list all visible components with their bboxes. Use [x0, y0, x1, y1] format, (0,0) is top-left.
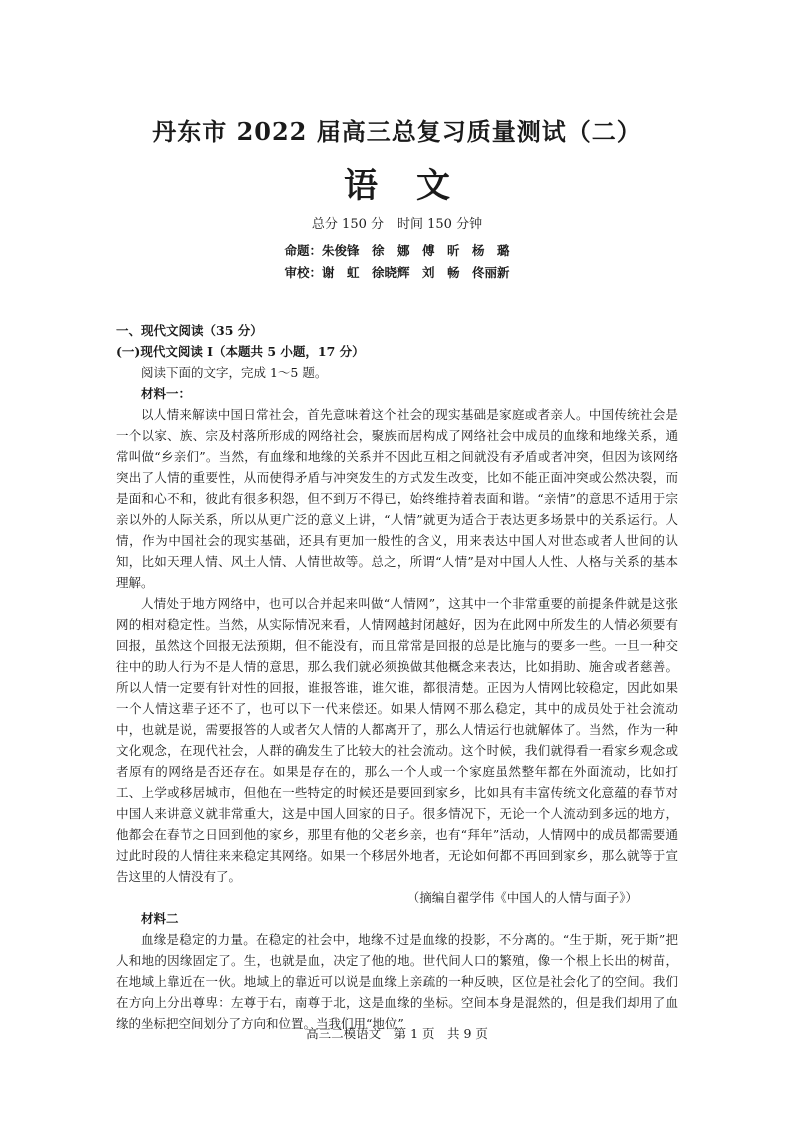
credits-block — [0, 240, 794, 284]
material1-paragraph: 人情处于地方网络中，也可以合并起来叫做“人情网”，这其中一个非常重要的前提条件就是这张网的相对稳定性。当然，从实际情况来看，人情网越封闭越好，因为在此网中所发生的人情必须要有回报，虽然这个回报无法预期，但不能没有，而且常常是回报的总是比施与的要多一些。一旦一种交往中的助人行为不是人情的意思，那么我们就必须换做其他概念来表达，比如捐助、施舍或者慈善。所以人情一定要有针对性的回报，谁报答谁，谁欠谁，都很清楚。正因为人情网比较稳定，因此如果一个人情这辈子还不了，也可以下一代来偿还。如果人情网不那么稳定，其中的成员处于社会流动中，也就是说，需要报答的人或者欠人情的人都离开了，那么人情运行也就解体了。当然，作为一种文化观念，在现代社会，人群的确发生了比较大的社会流动。这个时候，我们就得看一看家乡观念或者原有的网络是否还存在。如果是存在的，那么一个人或一个家庭虽然整年都在外面流动，比如打工、上学或移居城市，但他在一些特定的时候还是要回到家乡，比如具有丰富传统文化意蕴的春节对中国人来讲意义就非常重大，这是中国人回家的日子。很多情况下，无论一个人流动到多远的地方，他都会在春节之日回到他的家乡，那里有他的父老乡亲，也有“拜年”活动，人情网中的成员都需要通过此时段的人情往来来稳定其网络。如果一个移居外地者，无论如何都不再回到家乡，那么就等于宣告这里的人情没有了。 — [116, 596, 678, 884]
material2-paragraph: 血缘是稳定的力量。在稳定的社会中，地缘不过是血缘的投影，不分离的。“生于斯，死于斯”把人和地的因缘固定了。生，也就是血，决定了他的地。世代间人口的繁殖，像一个根上长出的树苗，在地域上靠近在一伙。地域上的靠近可以说是血缘上亲疏的一种反映，区位是社会化了的空间。我们在方向上分出尊卑：左尊于右，南尊于北，这是血缘的坐标。空间本身是混然的，但是我们却用了血缘的坐标把空间划分了方向和位置。当我们用“地位” — [116, 932, 678, 1031]
subject-title: 语文 — [344, 166, 488, 206]
material1-source: （摘编自翟学伟《中国人的人情与面子》） — [406, 890, 638, 905]
authors-line: 命题：朱俊锋 徐 娜 傅 昕 杨 璐 — [284, 243, 510, 258]
material1-paragraph: 以人情来解读中国日常社会，首先意味着这个社会的现实基础是家庭或者亲人。中国传统社会是一个以家、族、宗及村落所形成的网络社会，聚族而居构成了网络社会中成员的血缘和地缘关系，通常叫做“乡亲们”。当然，有血缘和地缘的关系并不因此互相之间就没有矛盾或者冲突，但因为该网络突出了人情的重要性，从而使得矛盾与冲突发生的方式发生改变，比如不能正面冲突或公然决裂，而是面和心不和，彼此有很多积怨，但不到万不得已，始终维持着表面和谐。“亲情”的意思不适用于宗亲以外的人际关系，所以从更广泛的意义上讲，“人情”就更为适合于表达更多场景中的关系运行。人情，作为中国社会的现实基础，还具有更加一般性的含义，用来表达中国人对世态或者人世间的认知，比如天理人情、风土人情、人情世故等。总之，所谓“人情”是对中国人人性、人格与关系的基本理解。 — [116, 407, 678, 590]
reading-instruction: 阅读下面的文字，完成 1～5 题。 — [141, 365, 328, 380]
reviewers-line: 审校：谢 虹 徐晓辉 刘 畅 佟丽新 — [284, 265, 510, 280]
exam-title: 丹东市 2022 届高三总复习质量测试（二） — [152, 117, 642, 146]
section-heading: 一、现代文阅读（35 分） — [116, 323, 263, 338]
material1-label: 材料一： — [141, 386, 192, 401]
subsection-heading: (一)现代文阅读 I（本题共 5 小题，17 分） — [116, 344, 365, 359]
main-content — [116, 320, 678, 1034]
material2-label: 材料二 — [141, 911, 179, 926]
score-time-line: 总分 150 分 时间 150 分钟 — [311, 217, 483, 232]
page-footer: 高三二模语文 第 1 页 共 9 页 — [306, 1026, 488, 1041]
